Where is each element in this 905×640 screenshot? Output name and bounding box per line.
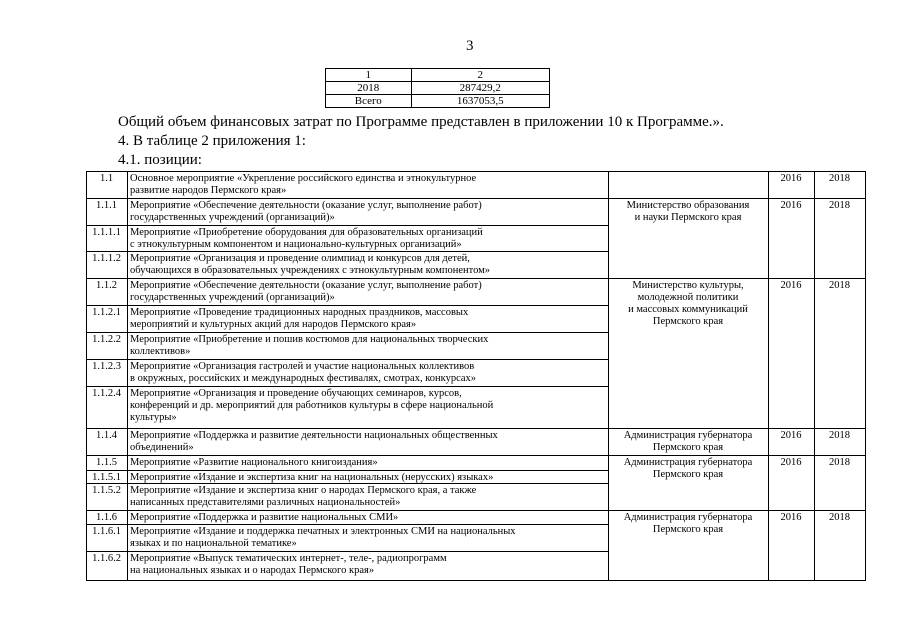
executor: Администрация губернатора Пермского края bbox=[623, 430, 753, 453]
year-start: 2016 bbox=[780, 280, 802, 291]
row-number: 1.1.6 bbox=[96, 512, 117, 523]
row-description: Мероприятие «Проведение традиционных народных праздников, массовых мероприятий и культурных акций для народов Пермского края» bbox=[130, 307, 469, 330]
year-start: 2016 bbox=[780, 200, 802, 211]
row-description: Мероприятие «Организация и проведение олимпиад и конкурсов для детей, обучающихся в образовательных учреждениях с этнокультурным компонентом» bbox=[130, 253, 491, 276]
year-end: 2018 bbox=[829, 457, 850, 468]
row-number: 1.1.1.1 bbox=[92, 227, 121, 238]
row-description: Мероприятие «Приобретение оборудования для образовательных организаций с этнокультурным компонентом и национально-культурных организаций» bbox=[130, 227, 483, 250]
year-start: 2016 bbox=[780, 173, 802, 184]
table-cell: 2018 bbox=[326, 82, 412, 95]
main-table bbox=[86, 171, 865, 581]
page-number: 3 bbox=[466, 38, 474, 54]
table-row bbox=[326, 69, 550, 82]
row-number: 1.1.2 bbox=[96, 280, 117, 291]
executor: Министерство культуры, молодежной политики и массовых коммуникаций Пермского края bbox=[628, 280, 748, 327]
row-description: Мероприятие «Издание и поддержка печатных и электронных СМИ на национальных языках и по национальной тематике» bbox=[130, 526, 516, 549]
paragraph-table-2: 4. В таблице 2 приложения 1: bbox=[118, 133, 306, 149]
table-cell: 287429,2 bbox=[411, 82, 549, 95]
executor: Министерство образования и науки Пермского края bbox=[626, 200, 750, 223]
year-start: 2016 bbox=[780, 430, 802, 441]
table-row bbox=[326, 82, 550, 95]
year-end: 2018 bbox=[829, 173, 850, 184]
row-number: 1.1.2.4 bbox=[92, 388, 121, 399]
row-description: Мероприятие «Организация гастролей и участие национальных коллективов в окружных, российских и международных фестивалях, смотрах, конкурсах» bbox=[130, 361, 477, 384]
row-number: 1.1.6.2 bbox=[92, 553, 121, 564]
row-number: 1.1.2.3 bbox=[92, 361, 121, 372]
row-number: 1.1.6.1 bbox=[92, 526, 121, 537]
row-number: 1.1.5.1 bbox=[92, 472, 121, 483]
paragraph-positions: 4.1. позиции: bbox=[118, 152, 202, 168]
year-end: 2018 bbox=[829, 200, 850, 211]
year-start: 2016 bbox=[780, 512, 802, 523]
year-start: 2016 bbox=[780, 457, 802, 468]
executor: Администрация губернатора Пермского края bbox=[623, 512, 753, 535]
row-description: Мероприятие «Развитие национального книгоиздания» bbox=[130, 457, 378, 468]
row-number: 1.1.5.2 bbox=[92, 485, 121, 496]
table-cell: 1 bbox=[326, 69, 412, 82]
paragraph-total-costs: Общий объем финансовых затрат по Программе представлен в приложении 10 к Программе.». bbox=[118, 114, 724, 130]
row-description: Мероприятие «Издание и экспертиза книг о народах Пермского края, а также написанных представителями различных национальностей» bbox=[130, 485, 477, 508]
row-description: Мероприятие «Поддержка и развитие национальных СМИ» bbox=[130, 512, 399, 523]
row-description: Мероприятие «Издание и экспертиза книг на национальных (нерусских) языках» bbox=[130, 472, 494, 483]
row-description: Мероприятие «Организация и проведение обучающих семинаров, курсов, конференций и др. мероприятий для работников культуры в сфере национальной культуры» bbox=[130, 388, 494, 423]
row-number: 1.1.1 bbox=[96, 200, 117, 211]
row-number: 1.1 bbox=[99, 173, 114, 184]
row-description: Мероприятие «Обеспечение деятельности (оказание услуг, выполнение работ) государственных учреждений (организаций)» bbox=[130, 200, 482, 223]
year-end: 2018 bbox=[829, 280, 850, 291]
row-description: Мероприятие «Обеспечение деятельности (оказание услуг, выполнение работ) государственных учреждений (организаций)» bbox=[130, 280, 482, 303]
table-cell: Всего bbox=[326, 95, 412, 108]
row-number: 1.1.5 bbox=[96, 457, 117, 468]
table-cell: 2 bbox=[411, 69, 549, 82]
row-number: 1.1.2.1 bbox=[92, 307, 121, 318]
executor: Администрация губернатора Пермского края bbox=[623, 457, 753, 480]
row-description: Мероприятие «Поддержка и развитие деятельности национальных общественных объединений» bbox=[130, 430, 498, 453]
row-description: Мероприятие «Приобретение и пошив костюмов для национальных творческих коллективов» bbox=[130, 334, 489, 357]
row-description: Мероприятие «Выпуск тематических интернет-, теле-, радиопрограмм на национальных языках и о народах Пермского края» bbox=[130, 553, 447, 576]
table-row bbox=[326, 95, 550, 108]
year-end: 2018 bbox=[829, 430, 850, 441]
row-number: 1.1.4 bbox=[96, 430, 117, 441]
row-number: 1.1.1.2 bbox=[92, 253, 121, 264]
summary-table bbox=[325, 68, 550, 108]
row-number: 1.1.2.2 bbox=[92, 334, 121, 345]
row-description: Основное мероприятие «Укрепление российского единства и этнокультурное развитие народов Пермского края» bbox=[130, 173, 477, 196]
year-end: 2018 bbox=[829, 512, 850, 523]
table-cell: 1637053,5 bbox=[411, 95, 549, 108]
